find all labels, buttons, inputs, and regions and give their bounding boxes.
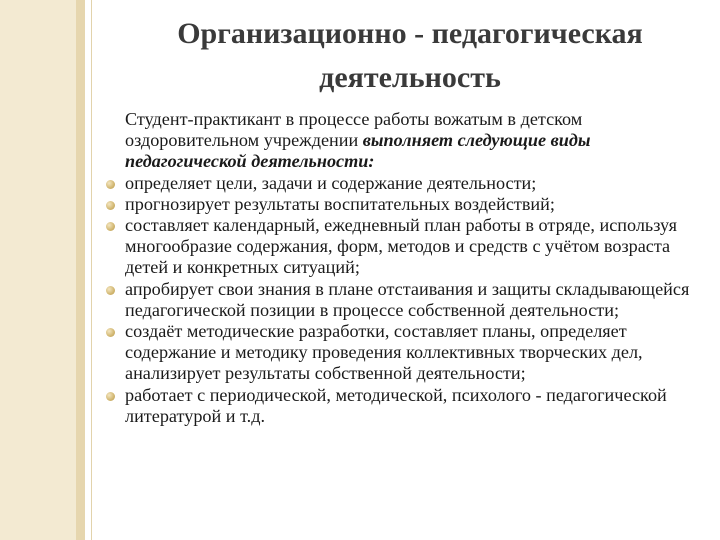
list-item-text: определяет цели, задачи и содержание деятельности; bbox=[125, 172, 537, 193]
list-item bbox=[104, 279, 704, 321]
bullet-dot-icon bbox=[106, 392, 115, 401]
list-item bbox=[104, 215, 704, 279]
slide-title bbox=[100, 12, 720, 100]
list-item bbox=[104, 194, 704, 215]
list-item bbox=[104, 173, 704, 194]
bullet-dot-icon bbox=[106, 328, 115, 337]
intro-text: Студент-практикант в процессе работы вожатым в детском оздоровительном учреждении bbox=[125, 109, 583, 151]
decorative-divider bbox=[91, 0, 92, 540]
title-line-1: Организационно - педагогическая bbox=[177, 17, 643, 50]
list-item-text: составляет календарный, ежедневный план работы в отряде, используя многообразие содержания, форм, методов и средств с учётом возраста детей и конкретных ситуаций; bbox=[125, 215, 678, 278]
bullet-dot-icon bbox=[106, 201, 115, 210]
list-item-text: работает с периодической, методической, психолого - педагогической литературой и т.д. bbox=[125, 384, 667, 426]
title-line-2: деятельность bbox=[319, 61, 501, 94]
decorative-stripe bbox=[76, 0, 85, 540]
list-item-text: создаёт методические разработки, составляет планы, определяет содержание и методику проведения коллективных творческих дел, анализирует результаты собственной деятельности; bbox=[125, 321, 643, 384]
list-item bbox=[104, 385, 704, 427]
decorative-left-band bbox=[0, 0, 76, 540]
intro-emphasis: выполняет следующие виды педагогической деятельности: bbox=[125, 130, 591, 172]
list-item-text: апробирует свои знания в плане отстаивания и защиты складывающейся педагогической позиции в процессе собственной деятельности; bbox=[125, 278, 690, 320]
intro-paragraph bbox=[125, 109, 704, 173]
bullet-dot-icon bbox=[106, 180, 115, 189]
list-item bbox=[104, 321, 704, 385]
bullet-dot-icon bbox=[106, 222, 115, 231]
bullet-dot-icon bbox=[106, 286, 115, 295]
slide-content bbox=[104, 109, 704, 427]
bullet-list bbox=[104, 173, 704, 427]
list-item-text: прогнозирует результаты воспитательных воздействий; bbox=[125, 193, 555, 214]
